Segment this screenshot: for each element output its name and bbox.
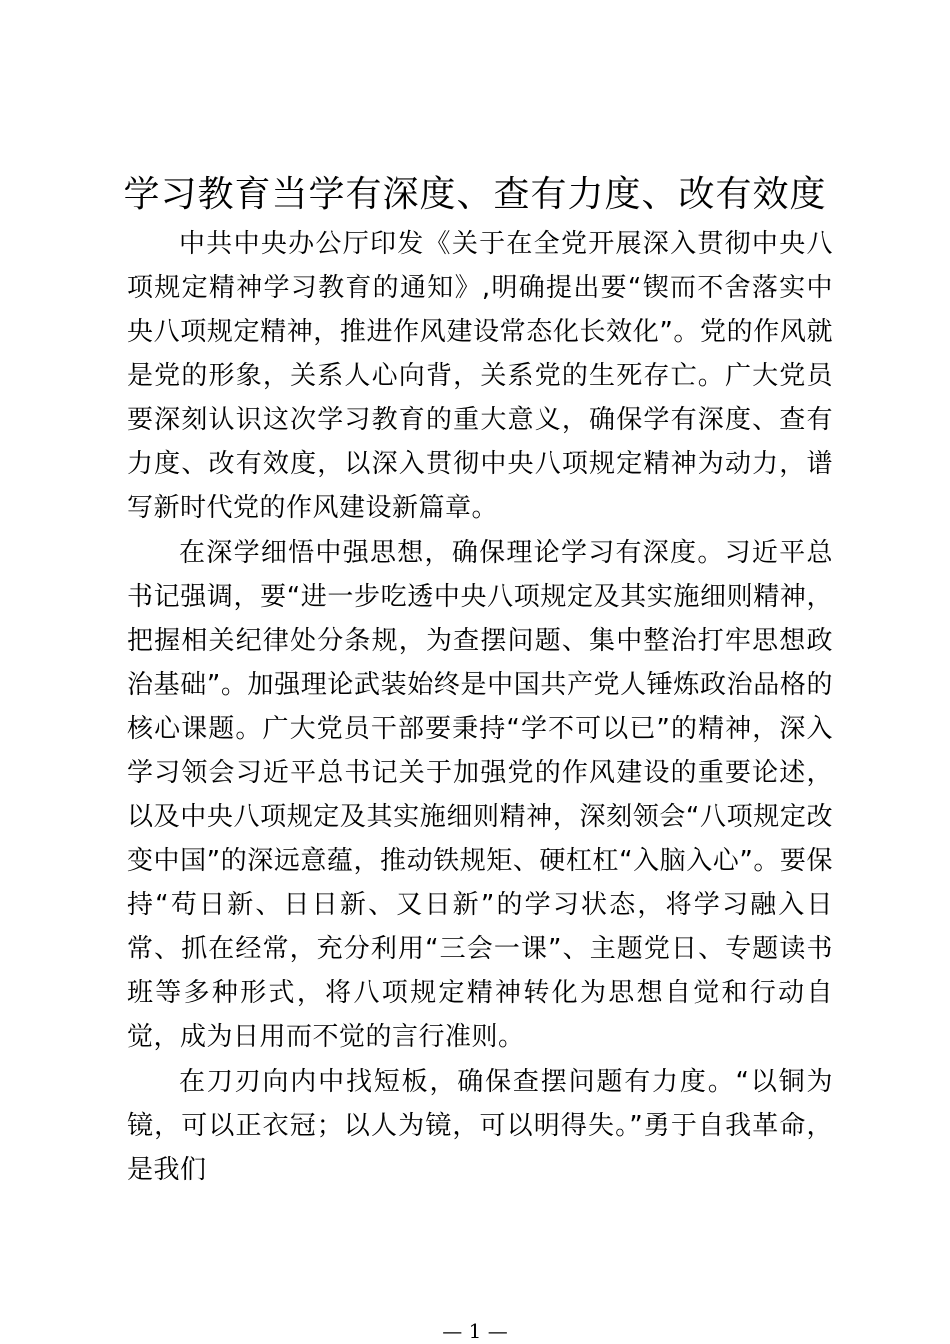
paragraph-2: 在深学细悟中强思想，确保理论学习有深度。习近平总书记强调，要“进一步吃透中央八项规定及其实施细则精神，把握相关纪律处分条规，为查摆问题、集中整治打牢思想政治基础”。加强理论武装始终是中国共产党人锤炼政治品格的核心课题。广大党员干部要秉持“学不可以已”的精神，深入学习领会习近平总书记关于加强党的作风建设的重要论述，以及中央八项规定及其实施细则精神，深刻领会“八项规定改变中国”的深远意蕴，推动铁规矩、硬杠杠“入脑入心”。要保持“苟日新、日日新、又日新”的学习状态，将学习融入日常、抓在经常，充分利用“三会一课”、主题党日、专题读书班等多种形式，将八项规定精神转化为思想自觉和行动自觉，成为日用而不觉的言行准则。 [127,538,833,1052]
paragraph-1: 中共中央办公厅印发《关于在全党开展深入贯彻中央八项规定精神学习教育的通知》,明确提出要“锲而不舍落实中央八项规定精神，推进作风建设常态化长效化”。党的作风就是党的形象，关系人心向背，关系党的生死存亡。广大党员要深刻认识这次学习教育的重大意义，确保学有深度、查有力度、改有效度，以深入贯彻中央八项规定精神为动力，谱写新时代党的作风建设新篇章。 [127,229,833,523]
document-body [127,222,833,1193]
paragraph-3: 在刀刃向内中找短板，确保查摆问题有力度。“以铜为镜，可以正衣冠；以人为镜，可以明得失。”勇于自我革命，是我们 [127,1067,833,1185]
document-title: 学习教育当学有深度、查有力度、改有效度 [123,174,827,215]
page-number: — 1 — [442,1319,508,1343]
